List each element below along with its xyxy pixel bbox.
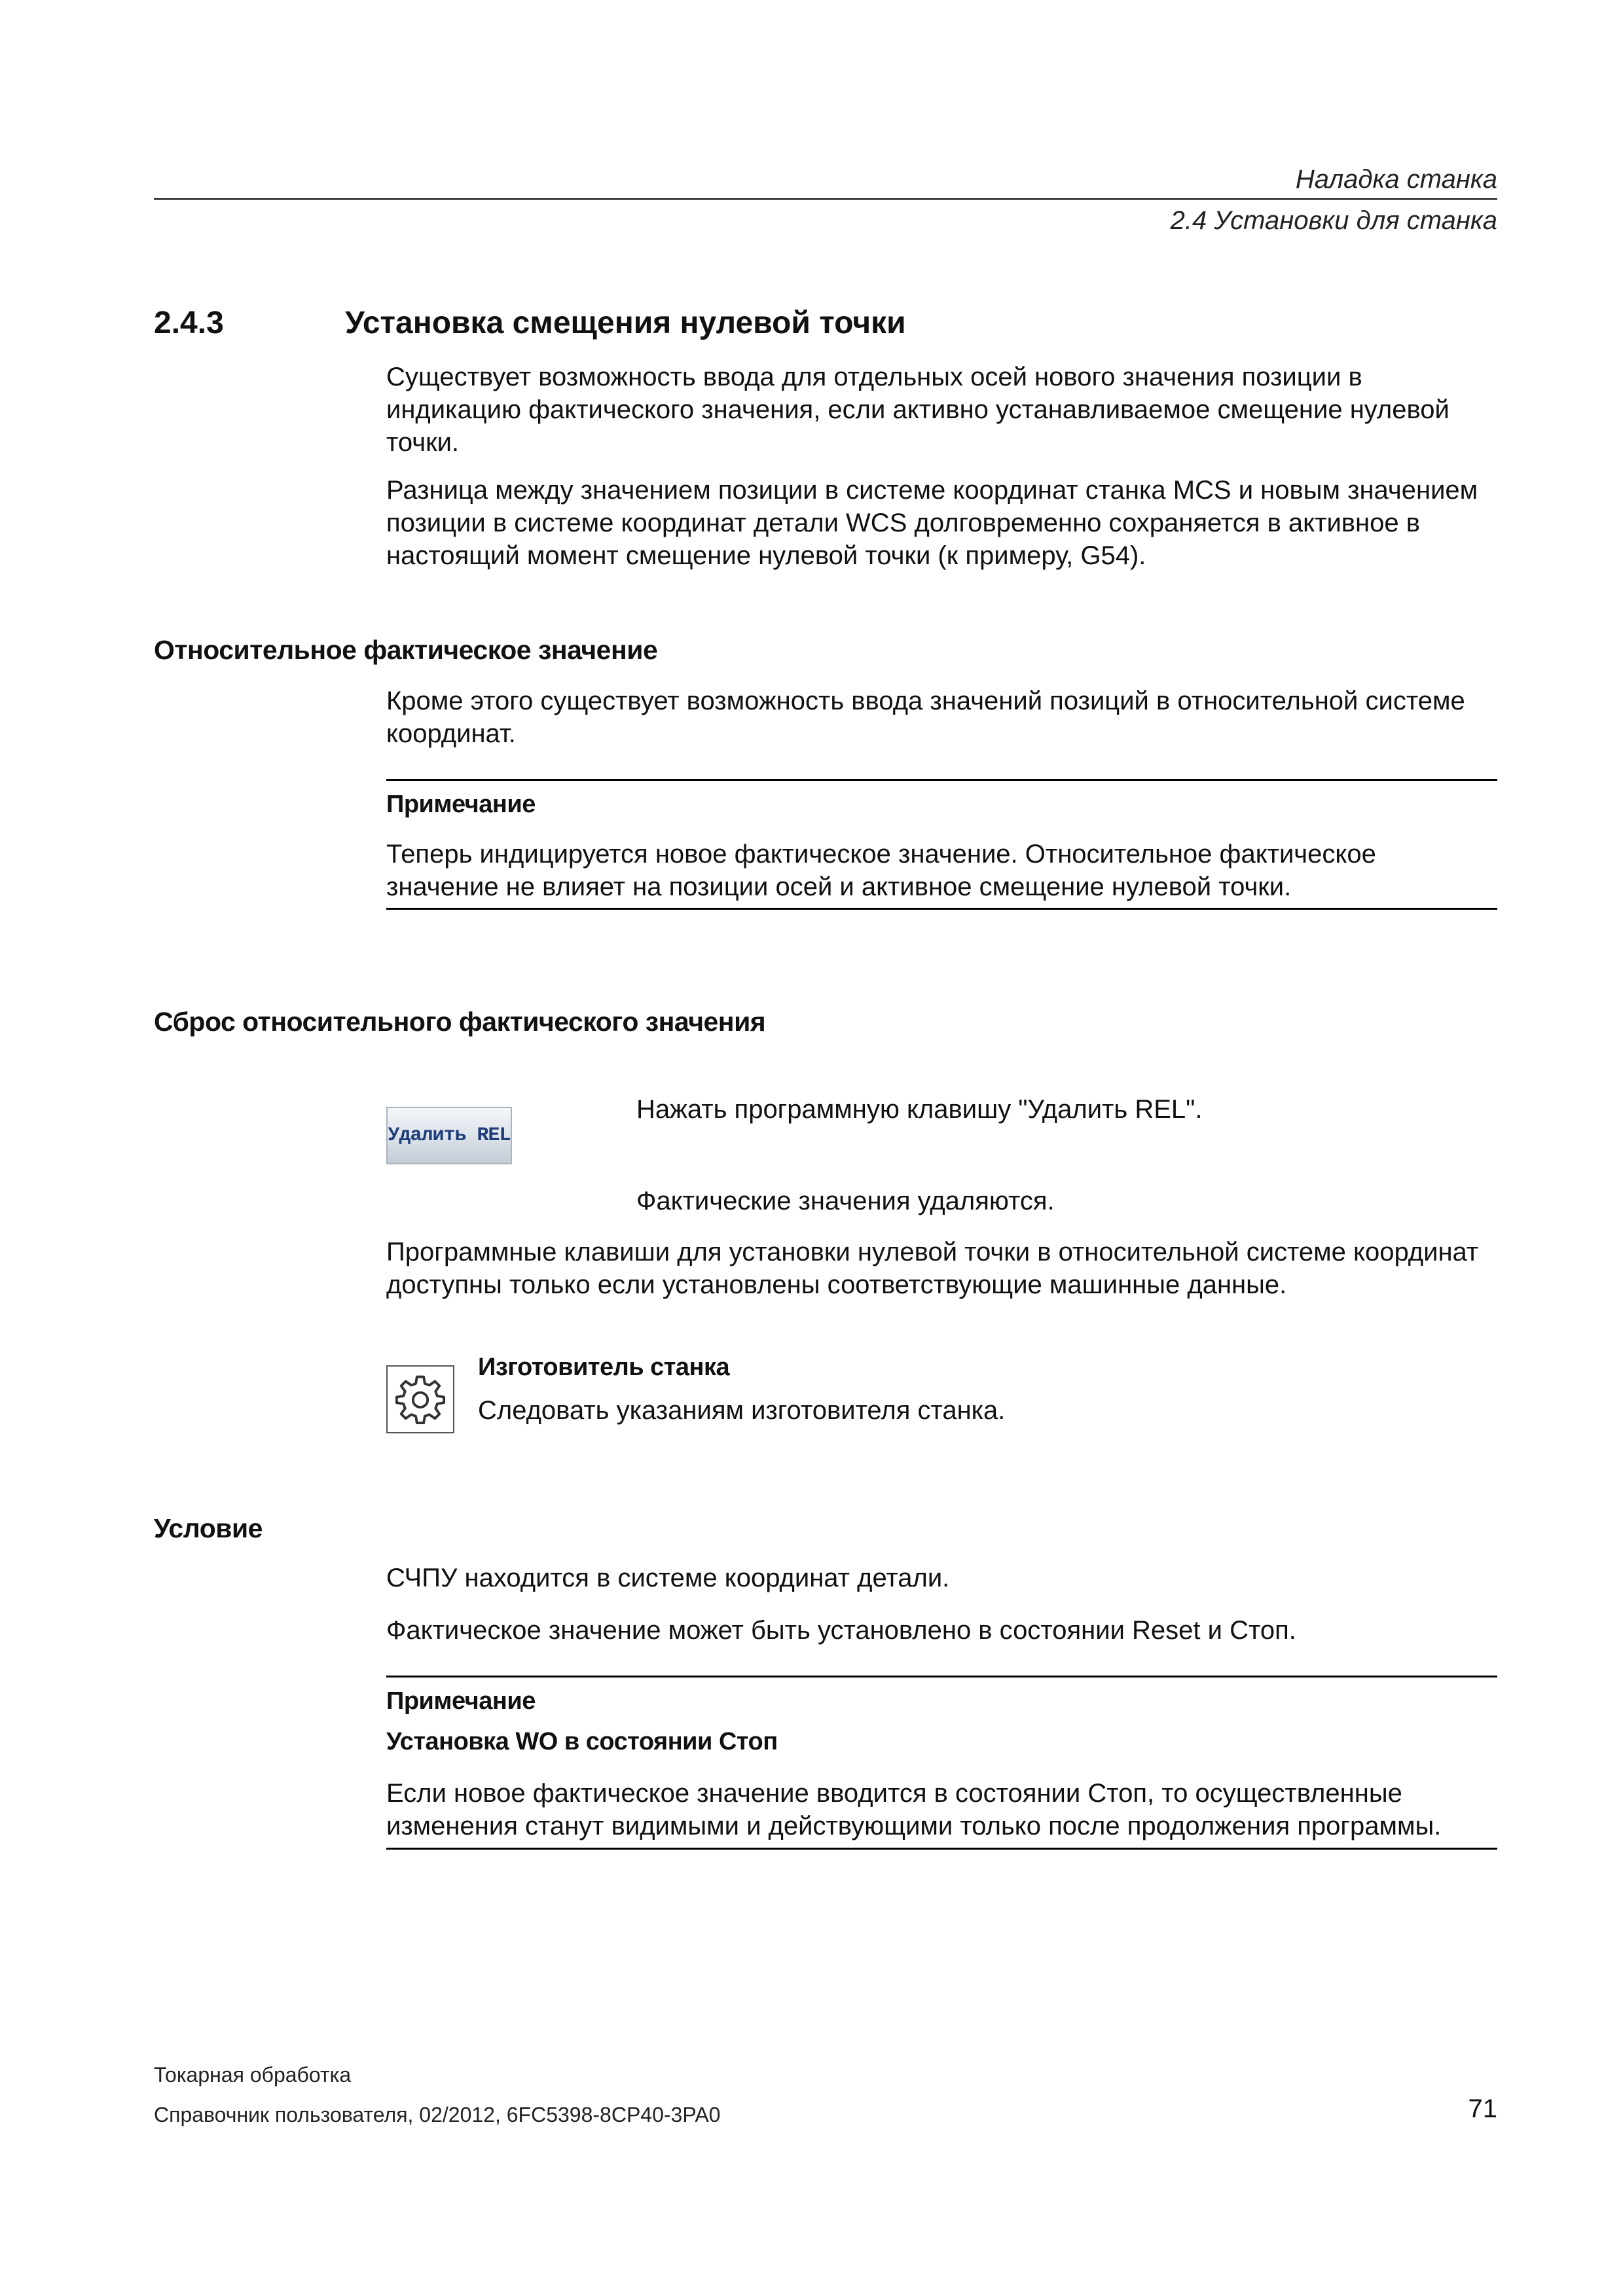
- manufacturer-title: Изготовитель станка: [478, 1354, 730, 1381]
- note-title: Примечание: [386, 791, 536, 818]
- note2-subtitle: Установка WO в состоянии Стоп: [386, 1728, 778, 1755]
- note-bottom-rule: [386, 908, 1497, 910]
- condition-paragraph-2: Фактическое значение может быть установлено в состоянии Reset и Стоп.: [386, 1616, 1296, 1645]
- reset-heading: Сброс относительного фактического значения: [154, 1007, 766, 1037]
- running-header-chapter: Наладка станка: [1295, 165, 1497, 194]
- step-press-softkey: Нажать программную клавишу "Удалить REL".: [636, 1095, 1203, 1124]
- note-top-rule: [386, 779, 1497, 781]
- condition-paragraph-1: СЧПУ находится в системе координат детали.: [386, 1564, 950, 1592]
- section-number: 2.4.3: [154, 306, 224, 340]
- relative-heading: Относительное фактическое значение: [154, 635, 658, 665]
- manufacturer-text: Следовать указаниям изготовителя станка.: [478, 1396, 1006, 1425]
- header-rule: [154, 198, 1497, 200]
- note2-top-rule: [386, 1676, 1497, 1677]
- page-number: 71: [1468, 2094, 1497, 2123]
- softkey-label: Удалить REL: [388, 1124, 511, 1147]
- footer-manual: Справочник пользователя, 02/2012, 6FC5398-8CP40-3PA0: [154, 2103, 721, 2126]
- manufacturer-icon-box: [386, 1365, 454, 1433]
- note-text: Теперь индицируется новое фактическое значение. Относительное фактическое значение не влияет на позиции осей и активное смещение нулевой точки.: [386, 840, 1376, 901]
- gear-icon: [392, 1371, 448, 1427]
- section-title: Установка смещения нулевой точки: [345, 306, 906, 340]
- footer-product: Токарная обработка: [154, 2063, 352, 2087]
- note2-text: Если новое фактическое значение вводится в состоянии Стоп, то осуществленные изменения станут видимыми и действующими только после продолжения программы.: [386, 1779, 1442, 1840]
- intro-paragraph-1: Существует возможность ввода для отдельных осей нового значения позиции в индикацию фактического значения, если активно устанавливаемое смещение нулевой точки.: [386, 363, 1450, 457]
- condition-heading: Условие: [154, 1513, 263, 1543]
- running-header-section: 2.4 Установки для станка: [1170, 206, 1497, 235]
- step-result: Фактические значения удаляются.: [636, 1187, 1055, 1215]
- softkey-availability-paragraph: Программные клавиши для установки нулевой точки в относительной системе координат доступны только если установлены соответствующие машинные данные.: [386, 1238, 1479, 1299]
- note2-bottom-rule: [386, 1848, 1497, 1850]
- note2-title: Примечание: [386, 1687, 536, 1715]
- intro-paragraph-2: Разница между значением позиции в системе координат станка MCS и новым значением позиции в системе координат детали WCS долговременно сохраняется в активное в настоящий момент смещение нулевой точки (к примеру, G54).: [386, 476, 1478, 570]
- delete-rel-softkey[interactable]: [386, 1107, 512, 1164]
- relative-paragraph: Кроме этого существует возможность ввода значений позиций в относительной системе координат.: [386, 687, 1465, 748]
